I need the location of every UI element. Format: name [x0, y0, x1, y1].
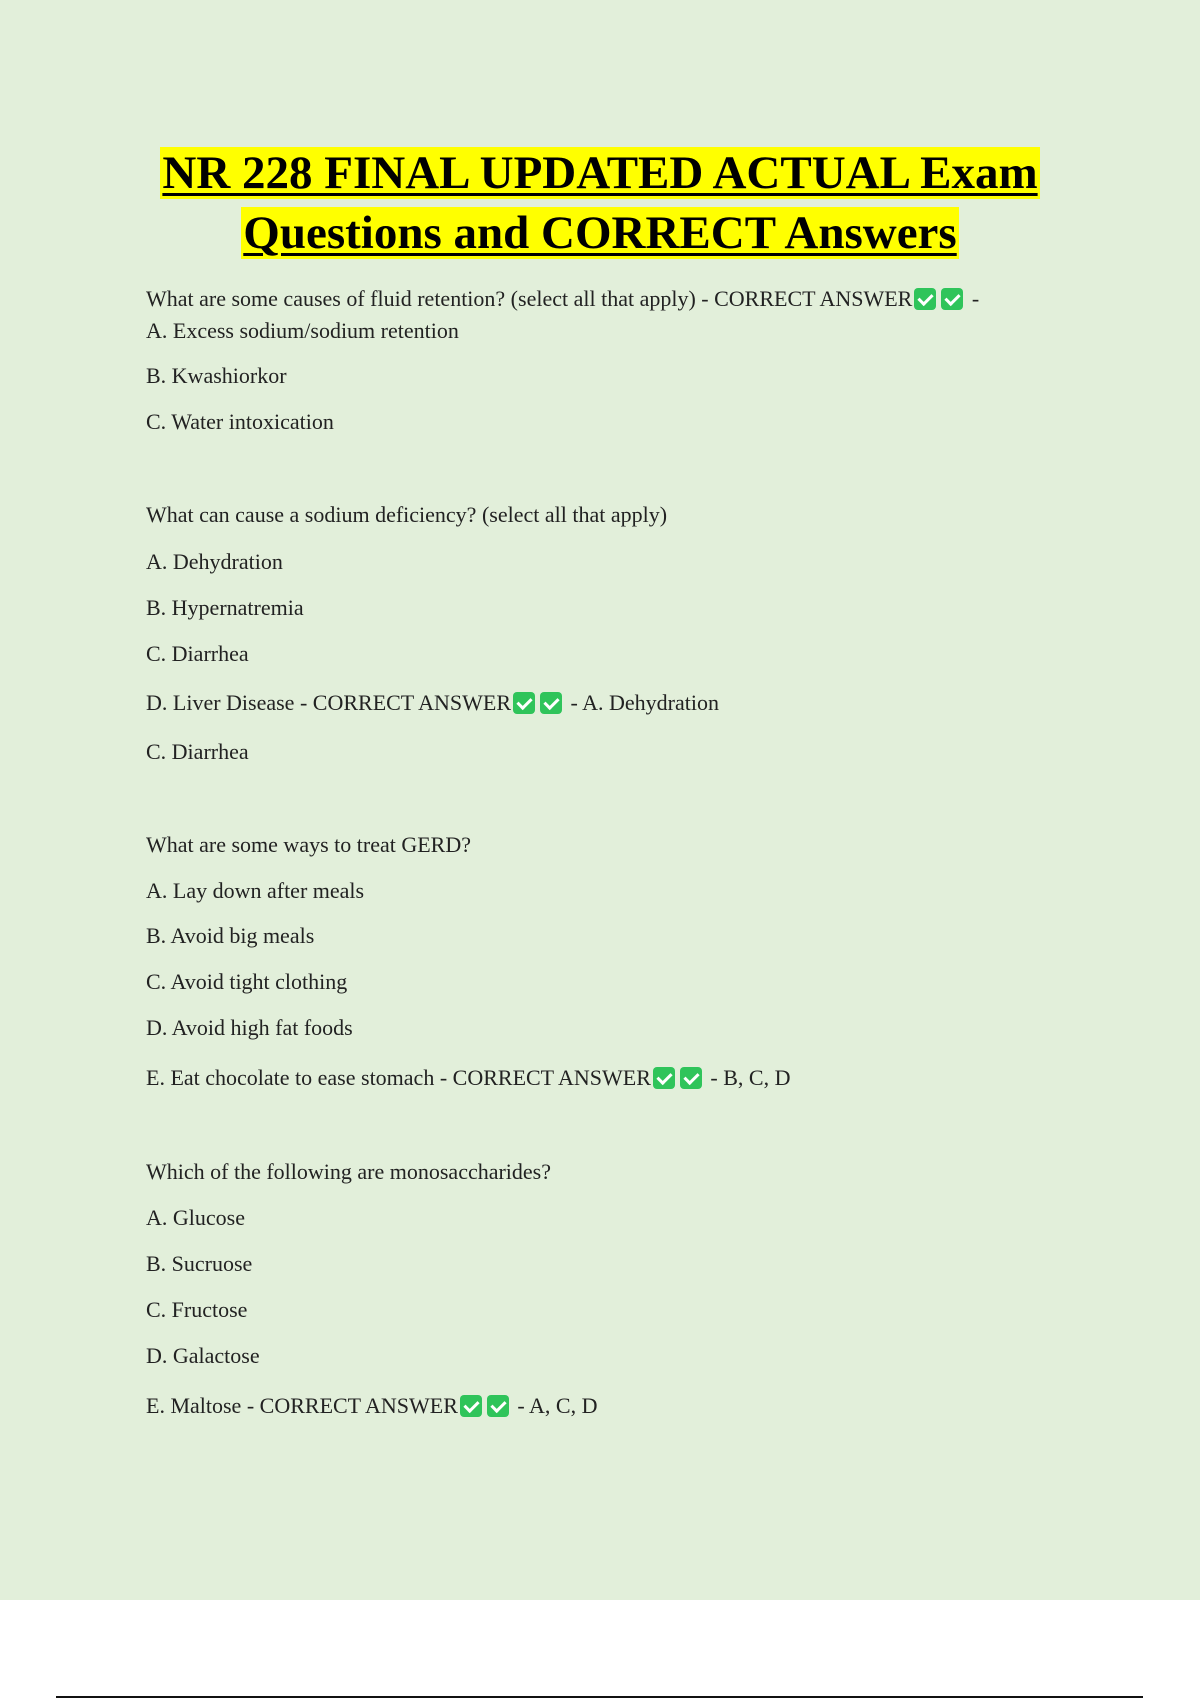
q1-option-a: A. Excess sodium/sodium retention	[146, 318, 459, 343]
q3-option-a: A. Lay down after meals	[146, 878, 365, 903]
question-1	[146, 285, 979, 313]
question-4: Which of the following are monosaccharides?	[146, 1159, 552, 1184]
answer-tail: -	[966, 286, 980, 311]
title-line-2: Questions and CORRECT Answers	[243, 207, 957, 259]
answer-tail: - A. Dehydration	[565, 690, 719, 715]
white-check-mark-button-icon	[653, 1067, 675, 1089]
white-check-mark-button-icon	[513, 692, 535, 714]
q4-option-e	[146, 1392, 597, 1420]
answer-marker: CORRECT ANSWER	[452, 1065, 651, 1090]
q2-answer-extra: C. Diarrhea	[146, 739, 249, 764]
document-title	[0, 143, 1200, 263]
option-text: D. Liver Disease -	[146, 690, 313, 715]
option-text: E. Maltose -	[146, 1393, 260, 1418]
question-text: What are some causes of fluid retention? (select all that apply) -	[146, 286, 715, 311]
q2-option-b: B. Hypernatremia	[146, 595, 304, 620]
q2-option-c: C. Diarrhea	[146, 641, 249, 666]
white-check-mark-button-icon	[680, 1067, 702, 1089]
answer-tail: - A, C, D	[511, 1393, 598, 1418]
white-check-mark-button-icon	[540, 692, 562, 714]
q1-option-b: B. Kwashiorkor	[146, 363, 287, 388]
q4-option-a: A. Glucose	[146, 1205, 245, 1230]
q1-option-c: C. Water intoxication	[146, 409, 334, 434]
title-line-1: NR 228 FINAL UPDATED ACTUAL Exam	[162, 147, 1038, 199]
white-check-mark-button-icon	[487, 1395, 509, 1417]
question-3: What are some ways to treat GERD?	[146, 832, 471, 857]
q4-option-b: B. Sucruose	[146, 1251, 253, 1276]
answer-marker: CORRECT ANSWER	[259, 1393, 458, 1418]
white-check-mark-button-icon	[914, 288, 936, 310]
q3-option-e	[146, 1064, 790, 1092]
white-check-mark-button-icon	[941, 288, 963, 310]
page-divider	[56, 1696, 1143, 1698]
q3-option-b: B. Avoid big meals	[146, 923, 315, 948]
white-check-mark-button-icon	[460, 1395, 482, 1417]
q2-option-a: A. Dehydration	[146, 549, 283, 574]
q3-option-c: C. Avoid tight clothing	[146, 969, 348, 994]
q3-option-d: D. Avoid high fat foods	[146, 1015, 353, 1040]
question-2: What can cause a sodium deficiency? (select all that apply)	[146, 502, 668, 527]
option-text: E. Eat chocolate to ease stomach -	[146, 1065, 453, 1090]
q4-option-c: C. Fructose	[146, 1297, 248, 1322]
answer-marker: CORRECT ANSWER	[714, 286, 913, 311]
answer-tail: - B, C, D	[704, 1065, 791, 1090]
q4-option-d: D. Galactose	[146, 1343, 260, 1368]
q2-option-d	[146, 689, 719, 717]
answer-marker: CORRECT ANSWER	[312, 690, 512, 715]
